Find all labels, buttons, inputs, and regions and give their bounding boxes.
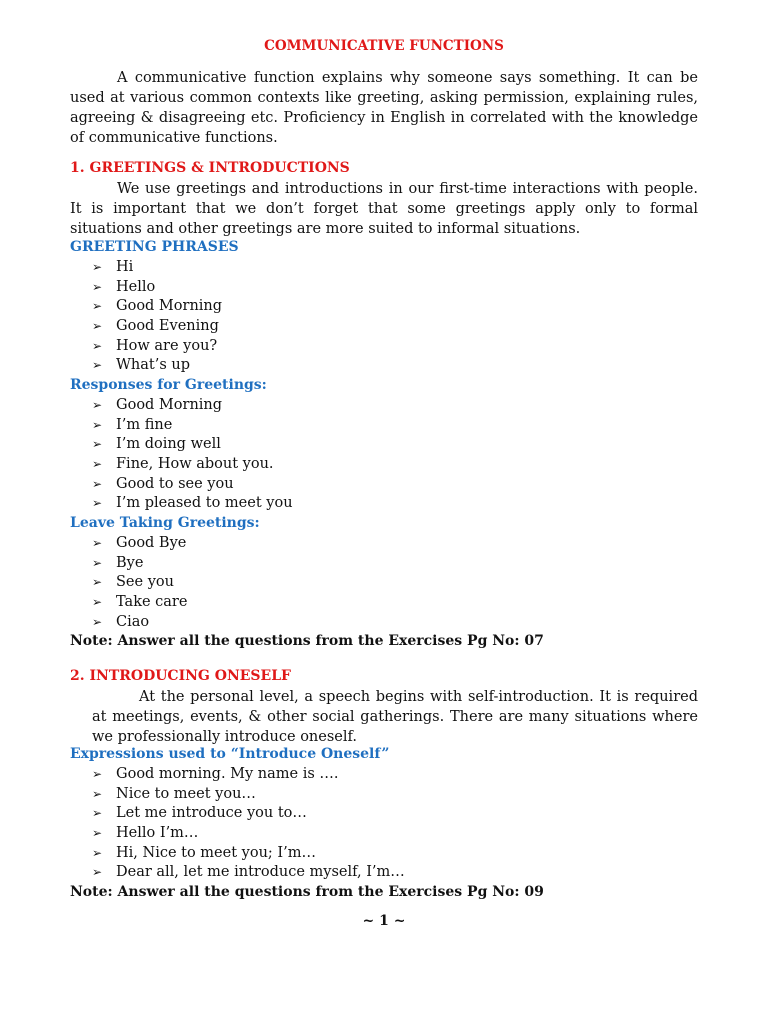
section1-paragraph: We use greetings and introductions in our first-time interactions with people. It is important that we don’t forget that some greetings apply only to formal situations and other greetings are more suited to informal situations. [70, 181, 698, 237]
arrow-bullet-icon: ➢ [92, 299, 103, 314]
arrow-bullet-icon: ➢ [92, 417, 103, 432]
section1-heading: 1. GREETINGS & INTRODUCTIONS [70, 160, 350, 176]
intro-paragraph: A communicative function explains why someone says something. It can be used at various common contexts like greeting, asking permission, explaining rules, agreeing & disagreeing etc. Proficiency in English in correlated with the knowledge of communicative functions. [70, 70, 698, 146]
list-item: ➢ What’s up [92, 356, 222, 376]
responses-heading: Responses for Greetings: [70, 377, 267, 393]
arrow-bullet-icon: ➢ [92, 319, 103, 334]
arrow-bullet-icon: ➢ [92, 260, 103, 274]
list-item: ➢ Dear all, let me introduce myself, I’m… [92, 863, 405, 883]
list-item: ➢ Nice to meet you… [92, 785, 405, 805]
page-number: ~ 1 ~ [362, 913, 406, 929]
arrow-bullet-icon: ➢ [92, 786, 103, 801]
arrow-bullet-icon: ➢ [92, 555, 103, 570]
arrow-bullet-icon: ➢ [92, 338, 103, 353]
leave-taking-heading: Leave Taking Greetings: [70, 515, 260, 531]
arrow-bullet-icon: ➢ [92, 358, 103, 373]
list-item: ➢ How are you? [92, 337, 222, 357]
arrow-bullet-icon: ➢ [92, 865, 103, 880]
list-item: ➢ Good Bye [92, 534, 187, 554]
expressions-heading: Expressions used to “Introduce Oneself” [70, 746, 390, 762]
section2-note: Note: Answer all the questions from the Exercises Pg No: 09 [70, 884, 544, 900]
list-item: ➢ Good Morning [92, 396, 293, 416]
arrow-bullet-icon: ➢ [92, 496, 103, 511]
leave-taking-list [92, 534, 187, 632]
list-item: ➢ Good Evening [92, 317, 222, 337]
arrow-bullet-icon: ➢ [92, 457, 103, 472]
list-item: ➢ I’m fine [92, 416, 293, 436]
arrow-bullet-icon: ➢ [92, 575, 103, 590]
expressions-list [92, 765, 405, 883]
greeting-phrases-heading: GREETING PHRASES [70, 239, 239, 255]
arrow-bullet-icon: ➢ [92, 595, 103, 610]
list-item: ➢ Bye [92, 554, 187, 574]
list-item: ➢ Good to see you [92, 475, 293, 495]
list-item: ➢ Hi, Nice to meet you; I’m… [92, 844, 405, 864]
list-item: ➢ See you [92, 573, 187, 593]
list-item: ➢ Ciao [92, 613, 187, 633]
list-item: ➢ I’m pleased to meet you [92, 494, 293, 514]
arrow-bullet-icon: ➢ [92, 614, 103, 629]
section2-heading: 2. INTRODUCING ONESELF [70, 668, 291, 684]
arrow-bullet-icon: ➢ [92, 826, 103, 841]
list-item: ➢ Let me introduce you to… [92, 804, 405, 824]
arrow-bullet-icon: ➢ [92, 767, 103, 781]
list-item: ➢ Hello I’m… [92, 824, 405, 844]
list-item: ➢ Take care [92, 593, 187, 613]
arrow-bullet-icon: ➢ [92, 845, 103, 860]
document-title: COMMUNICATIVE FUNCTIONS [264, 38, 504, 54]
list-item: ➢ Hello [92, 278, 222, 298]
greeting-phrases-list [92, 258, 222, 376]
section1-note: Note: Answer all the questions from the Exercises Pg No: 07 [70, 633, 544, 649]
list-item: ➢ Good Morning [92, 297, 222, 317]
arrow-bullet-icon: ➢ [92, 398, 103, 412]
list-item: ➢ I’m doing well [92, 435, 293, 455]
arrow-bullet-icon: ➢ [92, 437, 103, 452]
list-item: ➢ Good morning. My name is …. [92, 765, 405, 785]
list-item: ➢ Fine, How about you. [92, 455, 293, 475]
arrow-bullet-icon: ➢ [92, 279, 103, 294]
arrow-bullet-icon: ➢ [92, 806, 103, 821]
arrow-bullet-icon: ➢ [92, 476, 103, 491]
arrow-bullet-icon: ➢ [92, 536, 103, 550]
section2-paragraph: At the personal level, a speech begins with self-introduction. It is required at meetings, events, & other social gatherings. There are many situations where we professionally introduce oneself. [92, 689, 698, 745]
list-item: ➢ Hi [92, 258, 222, 278]
responses-list [92, 396, 293, 514]
